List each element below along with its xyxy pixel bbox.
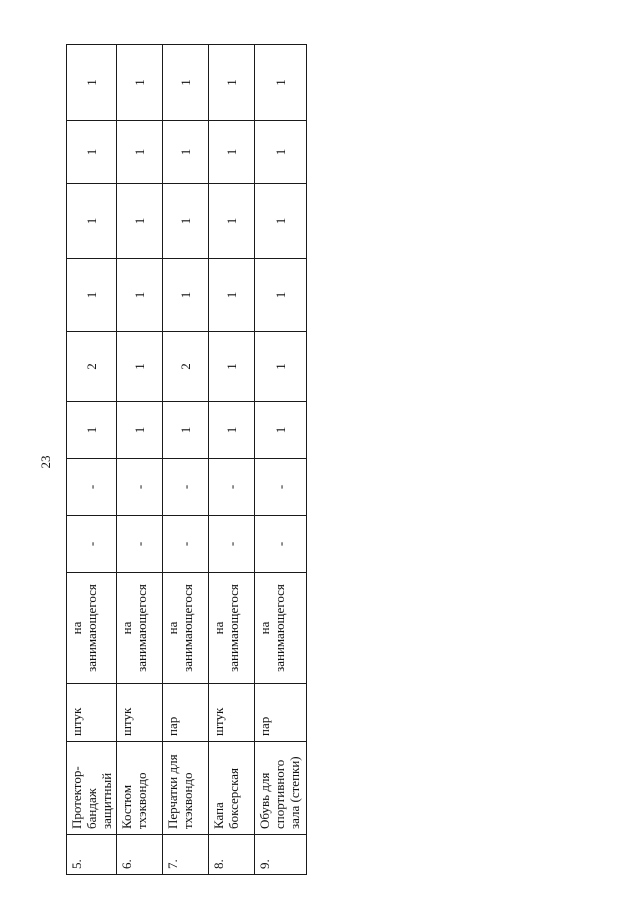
quantity-cell: 1 (163, 259, 209, 332)
table-row (117, 45, 163, 875)
quantity-cell: - (67, 459, 117, 516)
row-number: 5. (67, 835, 117, 875)
quantity-cell: 1 (117, 184, 163, 259)
quantity-cell: 1 (163, 184, 209, 259)
quantity-cell: 1 (209, 121, 255, 184)
quantity-cell: 1 (209, 45, 255, 121)
quantity-cell: 1 (67, 259, 117, 332)
quantity-cell: 1 (67, 45, 117, 121)
quantity-cell: - (209, 459, 255, 516)
item-name: Обувь для спортивного зала (степки) (255, 742, 307, 835)
quantity-cell: 1 (163, 121, 209, 184)
page-number: 23 (38, 455, 53, 469)
item-basis: на занимающегося (163, 573, 209, 684)
quantity-cell: 2 (67, 332, 117, 402)
item-name: Капа боксерская (209, 742, 255, 835)
quantity-cell: 1 (163, 402, 209, 459)
quantity-cell: 1 (67, 184, 117, 259)
item-basis: на занимающегося (67, 573, 117, 684)
quantity-cell: - (67, 516, 117, 573)
item-basis: на занимающегося (255, 573, 307, 684)
quantity-cell: 1 (117, 121, 163, 184)
row-number: 6. (117, 835, 163, 875)
quantity-cell: 1 (163, 45, 209, 121)
table-row (255, 45, 307, 875)
quantity-cell: - (163, 459, 209, 516)
quantity-cell: 1 (67, 121, 117, 184)
equipment-table-container (66, 45, 302, 875)
quantity-cell: 1 (209, 402, 255, 459)
item-name: Перчатки для тхэквондо (163, 742, 209, 835)
item-basis: на занимающегося (209, 573, 255, 684)
item-name: Костюм тхэквондо (117, 742, 163, 835)
quantity-cell: - (163, 516, 209, 573)
quantity-cell: 1 (117, 259, 163, 332)
quantity-cell: - (255, 516, 307, 573)
table-row (163, 45, 209, 875)
quantity-cell: 1 (209, 259, 255, 332)
row-number: 8. (209, 835, 255, 875)
quantity-cell: - (117, 459, 163, 516)
table-row (209, 45, 255, 875)
quantity-cell: 1 (117, 45, 163, 121)
quantity-cell: 1 (255, 184, 307, 259)
quantity-cell: 2 (163, 332, 209, 402)
row-number: 7. (163, 835, 209, 875)
quantity-cell: 1 (255, 259, 307, 332)
quantity-cell: 1 (255, 402, 307, 459)
item-unit: штук (209, 684, 255, 742)
quantity-cell: 1 (255, 332, 307, 402)
row-number: 9. (255, 835, 307, 875)
quantity-cell: - (255, 459, 307, 516)
quantity-cell: - (209, 516, 255, 573)
quantity-cell: 1 (209, 332, 255, 402)
quantity-cell: - (117, 516, 163, 573)
quantity-cell: 1 (255, 121, 307, 184)
table-row (67, 45, 117, 875)
equipment-table (66, 44, 307, 875)
quantity-cell: 1 (117, 332, 163, 402)
item-name: Протектор-бандаж защитный (67, 742, 117, 835)
quantity-cell: 1 (117, 402, 163, 459)
item-unit: пар (255, 684, 307, 742)
quantity-cell: 1 (67, 402, 117, 459)
item-unit: штук (117, 684, 163, 742)
item-unit: пар (163, 684, 209, 742)
item-basis: на занимающегося (117, 573, 163, 684)
quantity-cell: 1 (209, 184, 255, 259)
item-unit: штук (67, 684, 117, 742)
quantity-cell: 1 (255, 45, 307, 121)
